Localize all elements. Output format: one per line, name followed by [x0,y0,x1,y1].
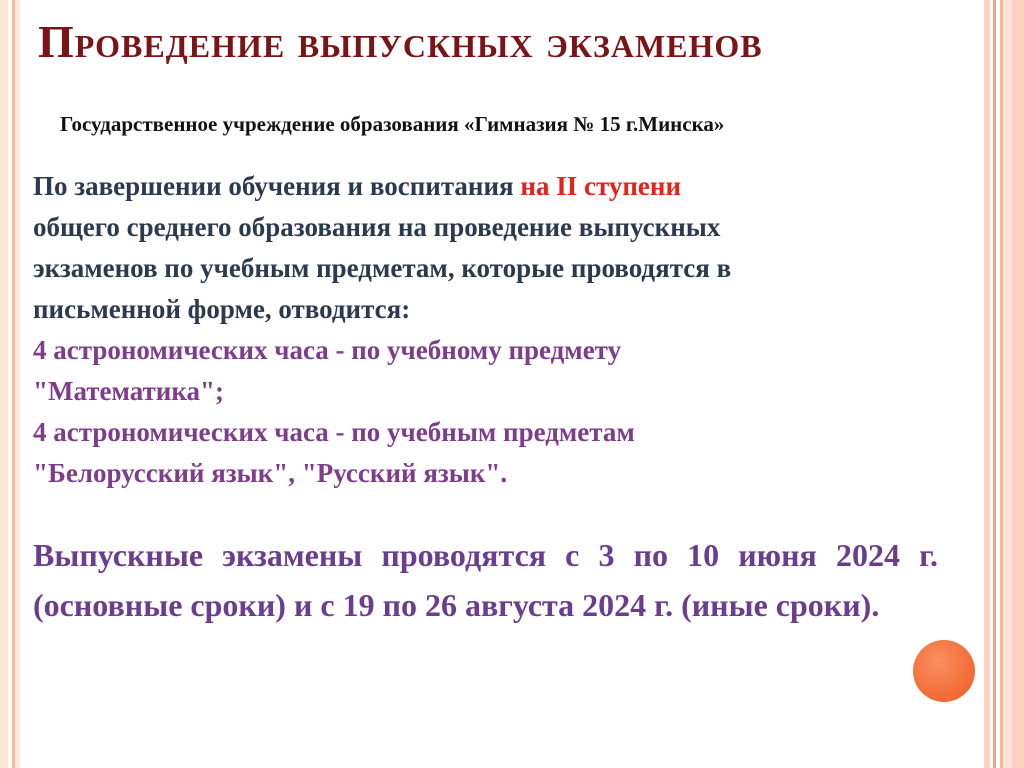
paragraph-line-1 [33,166,933,207]
exam-item-1-line-1: 4 астрономических часа - по учебному предмету [33,335,622,365]
decorative-circle [913,640,975,702]
right-decor-stripe [1003,0,1012,768]
exam-item-1-line-2: "Математика"; [33,376,224,406]
right-decor-stripe [1012,0,1024,768]
stage-highlight: на II ступени [520,171,682,201]
paragraph-line-2: общего среднего образования на проведение выпускных [33,212,721,242]
left-decor-stripe [0,0,8,768]
slide-subtitle: Государственное учреждение образования «Гимназия № 15 г.Минска» [60,112,725,136]
slide-title: Проведение выпускных экзаменов [38,16,763,67]
left-decor-stripe [15,0,20,768]
paragraph-line-4: письменной форме, отводится: [33,294,411,324]
exam-item-2-line-2: "Белорусский язык", "Русский язык". [33,458,508,488]
main-paragraph [33,166,933,494]
paragraph-line-3: экзаменов по учебным предметам, которые проводятся в [33,253,732,283]
exam-dates-text: Выпускные экзамены проводятся с 3 по 10 июня 2024 г. (основные сроки) и с 19 по 26 августа 2024 г. (иные сроки). [33,537,938,623]
paragraph-text: По завершении обучения и воспитания [33,171,521,201]
exam-item-2-line-1: 4 астрономических часа - по учебным предметам [33,417,635,447]
